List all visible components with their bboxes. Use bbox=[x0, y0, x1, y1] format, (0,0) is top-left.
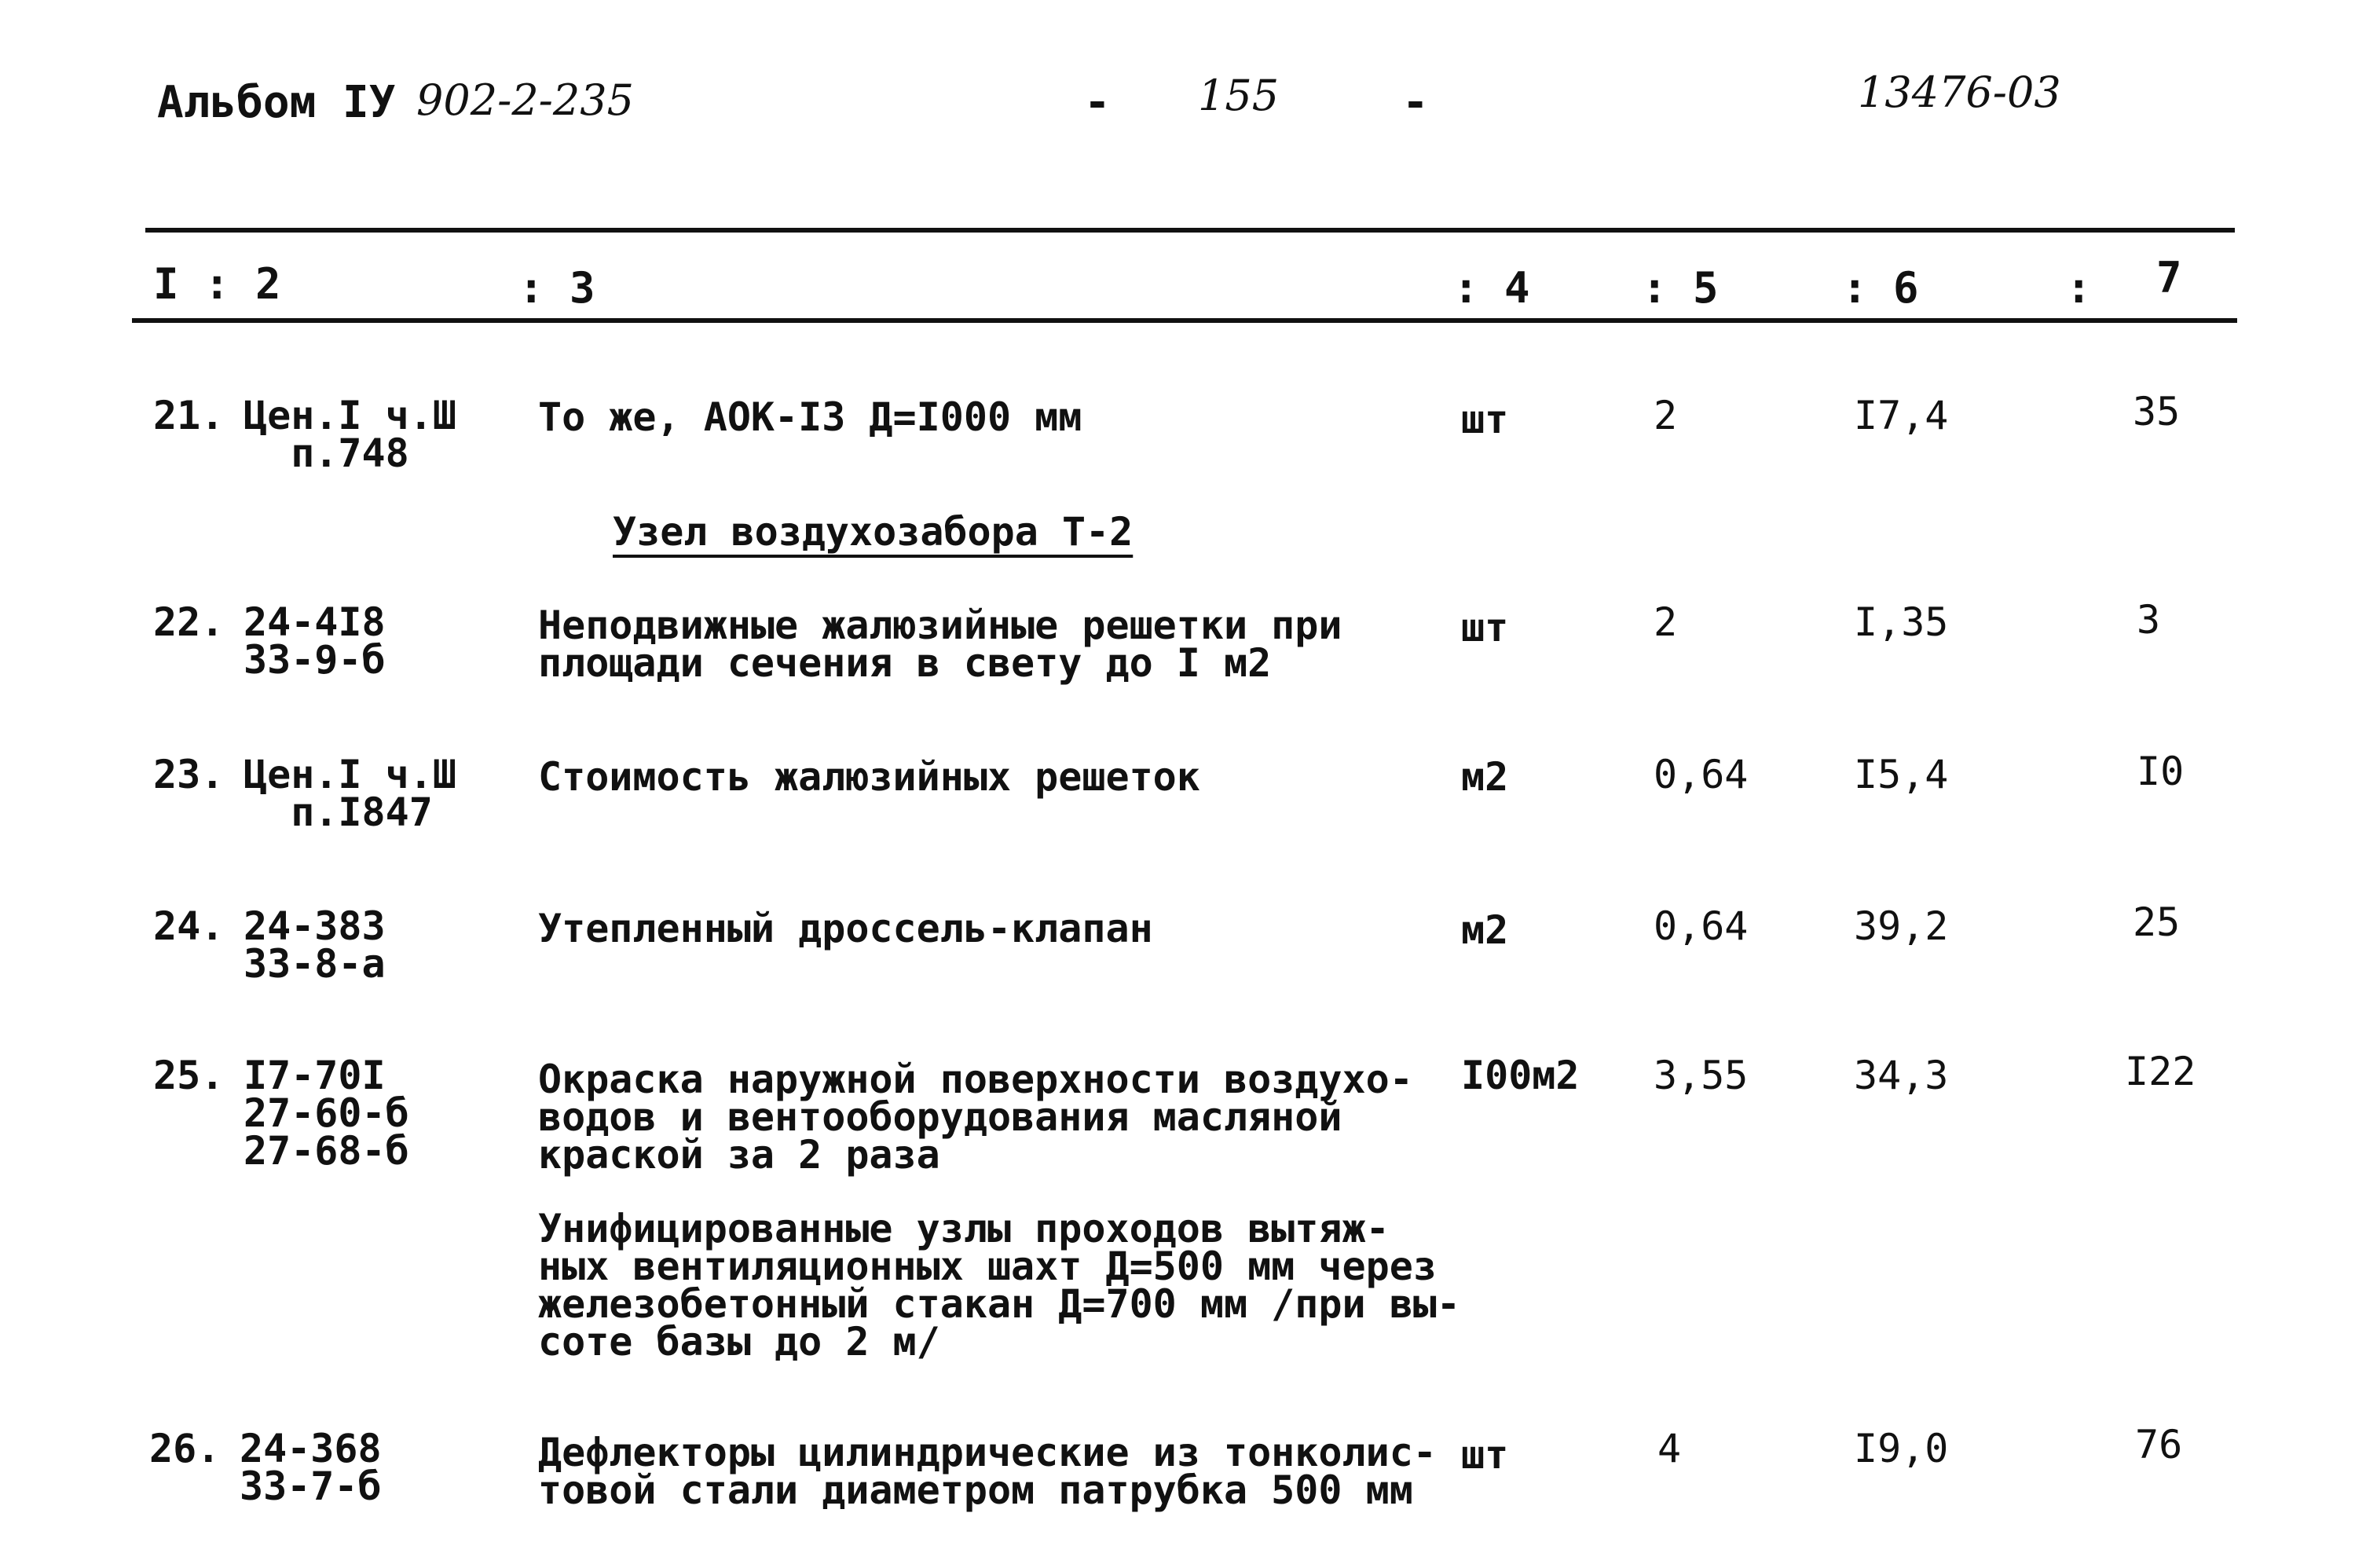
row-26-code: 24-368 33-7-б bbox=[240, 1426, 382, 1509]
column-header-1-2: I : 2 bbox=[153, 259, 281, 309]
row-24-description: Утепленный дроссель-клапан bbox=[538, 906, 1153, 951]
table-top-rule bbox=[145, 228, 2235, 233]
row-22-price: I,35 bbox=[1854, 599, 1949, 645]
row-23-code: Цен.I ч.Ш п.I847 bbox=[244, 752, 456, 835]
row-26-price: I9,0 bbox=[1854, 1426, 1949, 1471]
document-number: 13476-03 bbox=[1858, 68, 2061, 117]
row-23-unit: м2 bbox=[1461, 754, 1509, 800]
row-21-price: I7,4 bbox=[1854, 393, 1949, 438]
row-21-number: 21. bbox=[153, 393, 225, 438]
row-24-quantity: 0,64 bbox=[1654, 903, 1749, 949]
page-dash-right: - bbox=[1402, 77, 1429, 128]
row-21-total: 35 bbox=[2133, 389, 2181, 434]
row-24-total: 25 bbox=[2133, 899, 2181, 945]
column-header-separator: : bbox=[2066, 263, 2092, 313]
row-22-code: 24-4I8 33-9-б bbox=[244, 599, 386, 683]
row-25-total: I22 bbox=[2125, 1049, 2196, 1094]
column-header-7: 7 bbox=[2156, 253, 2182, 302]
column-header-5: : 5 bbox=[1642, 263, 1719, 313]
row-23-total: I0 bbox=[2137, 749, 2185, 794]
row-22-description: Неподвижные жалюзийные решетки при площади сечения в свету до I м2 bbox=[538, 603, 1342, 686]
row-24-unit: м2 bbox=[1461, 907, 1509, 953]
row-26-quantity: 4 bbox=[1657, 1426, 1682, 1471]
row-26-number: 26. bbox=[149, 1426, 221, 1471]
row-21-unit: шт bbox=[1461, 397, 1509, 442]
page-number: 155 bbox=[1198, 71, 1280, 120]
row-26-description: Дефлекторы цилиндрические из тонколис- товой стали диаметром патрубка 500 мм bbox=[538, 1430, 1437, 1513]
row-24-code: 24-383 33-8-а bbox=[244, 903, 386, 987]
row-23-description: Стоимость жалюзийных решеток bbox=[538, 754, 1200, 800]
row-25-price: 34,3 bbox=[1854, 1053, 1949, 1098]
row-22-unit: шт bbox=[1461, 605, 1509, 650]
row-25-unit: I00м2 bbox=[1461, 1053, 1580, 1098]
row-25-number: 25. bbox=[153, 1053, 225, 1098]
row-25-code: I7-70I 27-60-б 27-68-б bbox=[244, 1053, 409, 1174]
row-22-total: 3 bbox=[2137, 597, 2161, 643]
album-label: Альбом IУ bbox=[157, 77, 396, 128]
column-header-6: : 6 bbox=[1842, 263, 1919, 313]
row-26-unit: шт bbox=[1461, 1432, 1509, 1478]
row-22-number: 22. bbox=[153, 599, 225, 645]
row-25-description: Окраска наружной поверхности воздухо- водов и вентооборудования масляной краской за 2 раза bbox=[538, 1057, 1413, 1178]
project-code: 902-2-235 bbox=[416, 75, 634, 125]
row-23-number: 23. bbox=[153, 752, 225, 797]
row-24-price: 39,2 bbox=[1854, 903, 1949, 949]
row-21-code: Цен.I ч.Ш п.748 bbox=[244, 393, 456, 476]
unified-nodes-note: Унифицированные узлы проходов вытяж- ных вентиляционных шахт Д=500 мм через железобетонный стакан Д=700 мм /при вы- соте базы до 2 м/ bbox=[538, 1206, 1460, 1365]
page-dash-left: - bbox=[1084, 77, 1111, 128]
row-25-quantity: 3,55 bbox=[1654, 1053, 1749, 1098]
row-23-price: I5,4 bbox=[1854, 752, 1949, 797]
row-21-quantity: 2 bbox=[1654, 393, 1678, 438]
row-22-quantity: 2 bbox=[1654, 599, 1678, 645]
table-header-rule bbox=[132, 318, 2237, 323]
column-header-4: : 4 bbox=[1453, 263, 1530, 313]
row-23-quantity: 0,64 bbox=[1654, 752, 1749, 797]
row-26-total: 76 bbox=[2135, 1422, 2183, 1467]
column-header-3: : 3 bbox=[518, 263, 595, 313]
row-21-description: То же, АОК-I3 Д=I000 мм bbox=[538, 394, 1082, 440]
row-24-number: 24. bbox=[153, 903, 225, 949]
section-title: Узел воздухозабора Т-2 bbox=[613, 509, 1134, 555]
